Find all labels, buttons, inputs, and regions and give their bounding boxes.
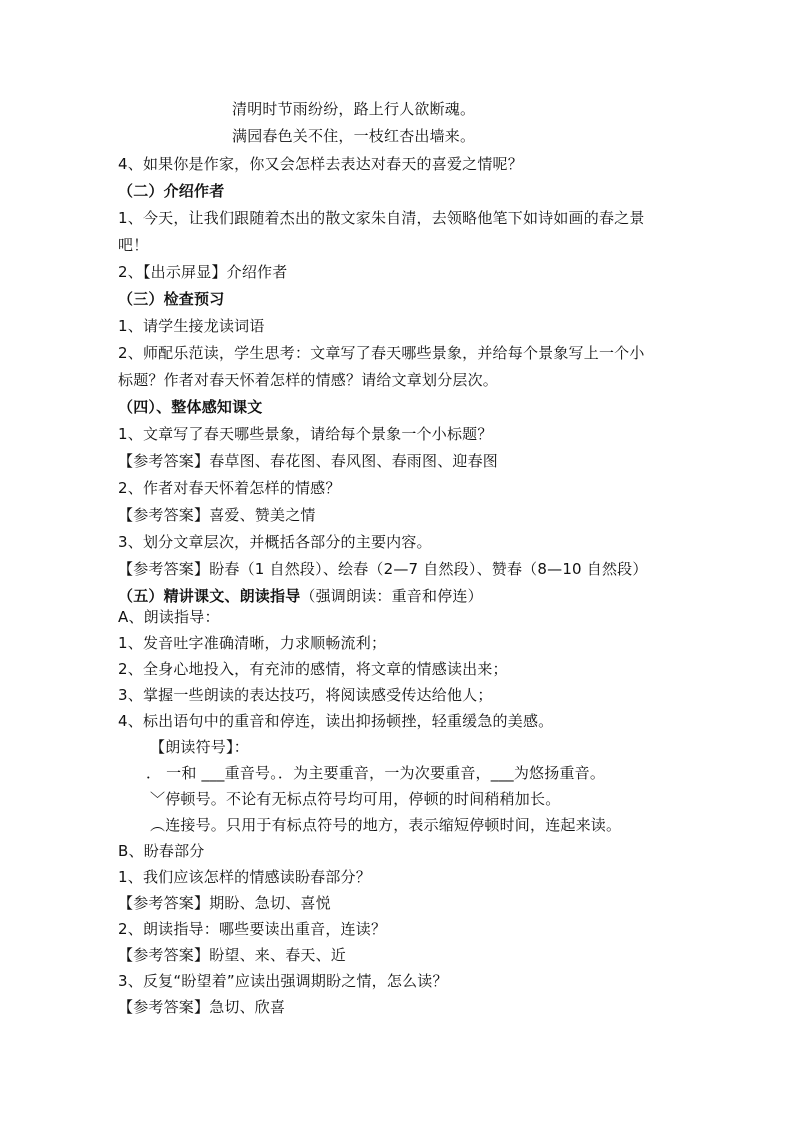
- part-b-answer-1: 【参考答案】期盼、急切、喜悦: [118, 894, 331, 912]
- part-b-question-1: 1、我们应该怎样的情感读盼春部分？: [118, 868, 371, 886]
- section-5-note: （强调朗读：重音和停连）: [300, 587, 483, 605]
- part-b-answer-2: 【参考答案】盼望、来、春天、近: [118, 946, 347, 964]
- s4-question-1: 1、文章写了春天哪些景象，请给每个景象一个小标题？: [118, 425, 493, 443]
- question-4: 4、如果你是作家，你又会怎样去表达对春天的喜爱之情呢？: [118, 155, 523, 173]
- s4-answer-2: 【参考答案】喜爱、赞美之情: [118, 506, 316, 524]
- s4-question-2: 2、作者对春天怀着怎样的情感？: [118, 479, 341, 497]
- section-heading-4: （四）、整体感知课文: [118, 398, 263, 416]
- s2-item-1-line-2: 吧！: [118, 236, 149, 254]
- part-b-question-2: 2、朗读指导：哪些要读出重音，连读？: [118, 920, 387, 938]
- poem-line-1: 清明时节雨纷纷，路上行人欲断魂。: [232, 100, 476, 118]
- symbol-pause: ﹀停顿号。不论有无标点符号均可用，停顿的时间稍稍加长。: [150, 790, 561, 808]
- part-b-answer-3: 【参考答案】急切、欣喜: [118, 998, 286, 1016]
- part-b-question-3: 3、反复“盼望着”应读出强调期盼之情，怎么读？: [118, 972, 448, 990]
- reading-symbols-title: 【朗读符号】：: [150, 738, 249, 756]
- s2-item-2: 2、【出示屏显】介绍作者: [118, 263, 288, 281]
- section-heading-3: （三）检查预习: [118, 290, 225, 308]
- part-a-title: A、朗读指导：: [118, 608, 220, 626]
- s2-item-1-line-1: 1、今天，让我们跟随着杰出的散文家朱自清，去领略他笔下如诗如画的春之景: [118, 209, 645, 227]
- part-b-title: B、盼春部分: [118, 842, 205, 860]
- s4-answer-3: 【参考答案】盼春（1 自然段）、绘春（2—7 自然段）、赞春（8—10 自然段）: [118, 560, 648, 578]
- s4-question-3: 3、划分文章层次，并概括各部分的主要内容。: [118, 533, 432, 551]
- symbol-stress: ． 一和 ___重音号。．为主要重音，一为次要重音，___为悠扬重音。: [146, 764, 606, 782]
- part-a-item-2: 2、全身心地投入，有充沛的感情，将文章的情感读出来；: [118, 660, 508, 678]
- s3-item-2-line-1: 2、师配乐范读，学生思考：文章写了春天哪些景象，并给每个景象写上一个小: [118, 344, 645, 362]
- poem-line-2: 满园春色关不住，一枝红杏出墙来。: [232, 127, 476, 145]
- part-a-item-3: 3、掌握一些朗读的表达技巧，将阅读感受传达给他人；: [118, 686, 493, 704]
- section-5-bold: （五）精讲课文、朗读指导: [118, 587, 301, 605]
- section-heading-5: [118, 587, 483, 605]
- symbol-link: ︵连接号。只用于有标点符号的地方，表示缩短停顿时间，连起来读。: [150, 816, 622, 834]
- s3-item-2-line-2: 标题？作者对春天怀着怎样的情感？请给文章划分层次。: [118, 371, 499, 389]
- s4-answer-1: 【参考答案】春草图、春花图、春风图、春雨图、迎春图: [118, 452, 499, 470]
- section-heading-2: （二）介绍作者: [118, 182, 225, 200]
- part-a-item-4: 4、标出语句中的重音和停连，读出抑扬顿挫，轻重缓急的美感。: [118, 712, 554, 730]
- part-a-item-1: 1、发音吐字准确清晰，力求顺畅流利；: [118, 634, 387, 652]
- s3-item-1: 1、请学生接龙读词语: [118, 317, 265, 335]
